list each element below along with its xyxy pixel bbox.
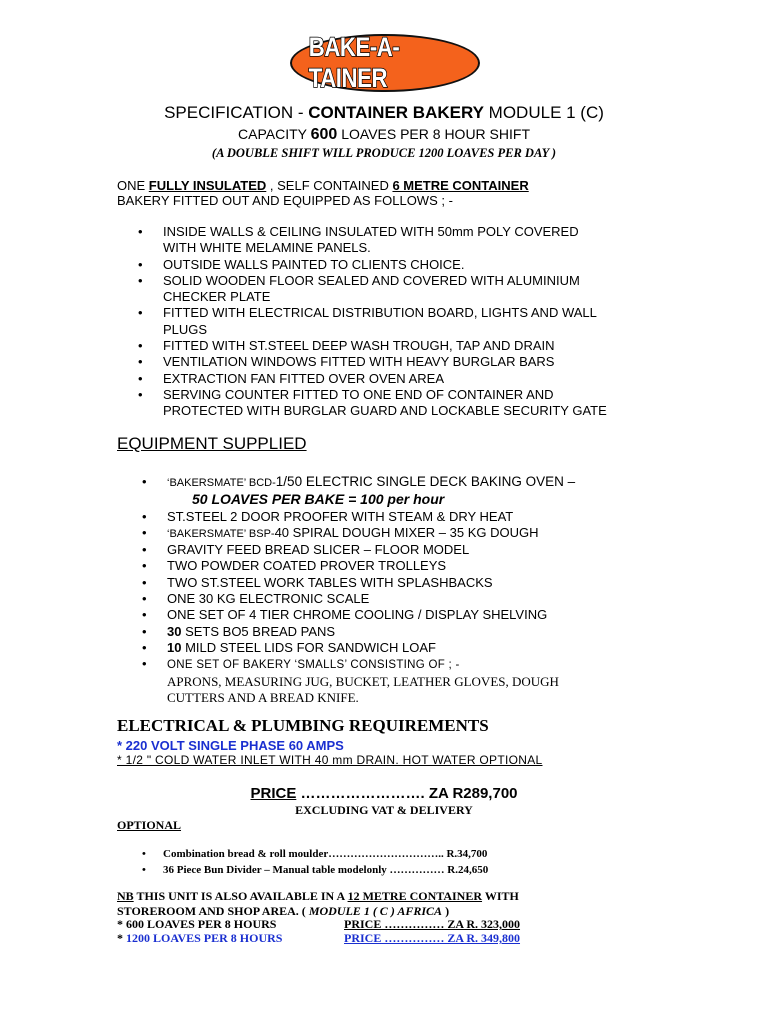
list-item: • ‘BAKERSMATE’ BCD-1/50 ELECTRIC SINGLE DECK BAKING OVEN –	[142, 474, 576, 489]
list-item: • 36 Piece Bun Divider – Manual table modelonly …………… R.24,650	[142, 864, 489, 876]
list-item: PROTECTED WITH BURGLAR GUARD AND LOCKABLE SECURITY GATE	[163, 403, 607, 419]
list-item: • TWO POWDER COATED PROVER TROLLEYS	[142, 558, 447, 574]
list-item: • 10 MILD STEEL LIDS FOR SANDWICH LOAF	[142, 639, 436, 655]
price-line: PRICE ……………………. ZA R289,700	[250, 785, 518, 802]
optional-heading: OPTIONAL	[117, 818, 182, 832]
nb-row-1200-loaves: * 1200 LOAVES PER 8 HOURS	[117, 931, 283, 945]
nb-row-600-price: PRICE …………… ZA R. 323,000	[344, 917, 521, 931]
optional-list	[142, 846, 489, 878]
water-requirement: * 1/2 " COLD WATER INLET WITH 40 mm DRAIN. HOT WATER OPTIONAL	[117, 753, 543, 767]
list-item: • TWO ST.STEEL WORK TABLES WITH SPLASHBACKS	[142, 574, 493, 590]
volt-requirement: * 220 VOLT SINGLE PHASE 60 AMPS	[117, 738, 344, 753]
intro-line-2: BAKERY FITTED OUT AND EQUIPPED AS FOLLOWS ; -	[117, 193, 453, 208]
list-item: WITH WHITE MELAMINE PANELS.	[163, 240, 371, 256]
list-item: • SERVING COUNTER FITTED TO ONE END OF CONTAINER AND	[138, 386, 554, 402]
features-list	[138, 224, 607, 420]
equipment-list	[142, 474, 576, 706]
nb-line-2: STOREROOM AND SHOP AREA. ( MODULE 1 ( C ) AFRICA )	[117, 904, 450, 918]
list-item: PLUGS	[163, 321, 208, 337]
bake-a-tainer-logo	[290, 34, 480, 92]
list-item: 50 LOAVES PER BAKE = 100 per hour	[192, 491, 445, 508]
list-item: • 30 SETS BO5 BREAD PANS	[142, 623, 336, 639]
capacity-line: CAPACITY 600 LOAVES PER 8 HOUR SHIFT	[238, 126, 530, 143]
list-item: • GRAVITY FEED BREAD SLICER – FLOOR MODEL	[142, 542, 470, 558]
spec-title: SPECIFICATION - CONTAINER BAKERY MODULE 1 (C)	[164, 103, 604, 122]
logo-text: BAKE-A-TAINER	[308, 32, 400, 93]
list-item: CHECKER PLATE	[163, 289, 271, 305]
list-item: • Combination bread & roll moulder………………………….. R.34,700	[142, 848, 488, 860]
list-item: • FITTED WITH ELECTRICAL DISTRIBUTION BOARD, LIGHTS AND WALL	[138, 305, 597, 321]
list-item: APRONS, MEASURING JUG, BUCKET, LEATHER GLOVES, DOUGH	[167, 673, 559, 689]
list-item: CUTTERS AND A BREAD KNIFE.	[167, 689, 359, 705]
list-item: • ONE SET OF 4 TIER CHROME COOLING / DISPLAY SHELVING	[142, 607, 548, 623]
equipment-heading: EQUIPMENT SUPPLIED	[117, 434, 307, 453]
list-item: • ST.STEEL 2 DOOR PROOFER WITH STEAM & DRY HEAT	[142, 508, 514, 524]
intro-line-1: ONE FULLY INSULATED , SELF CONTAINED 6 METRE CONTAINER	[117, 178, 529, 193]
nb-row-1200-price: PRICE …………… ZA R. 349,800	[344, 931, 521, 945]
list-item: • FITTED WITH ST.STEEL DEEP WASH TROUGH, TAP AND DRAIN	[138, 338, 555, 354]
electrical-heading: ELECTRICAL & PLUMBING REQUIREMENTS	[117, 716, 489, 735]
nb-line-1: NB THIS UNIT IS ALSO AVAILABLE IN A 12 METRE CONTAINER WITH	[117, 889, 519, 903]
list-item: • VENTILATION WINDOWS FITTED WITH HEAVY BURGLAR BARS	[138, 354, 555, 370]
list-item: • ONE SET OF BAKERY ‘SMALLS’ CONSISTING OF ; -	[142, 656, 460, 672]
list-item: • SOLID WOODEN FLOOR SEALED AND COVERED WITH ALUMINIUM	[138, 272, 580, 288]
list-item: • EXTRACTION FAN FITTED OVER OVEN AREA	[138, 370, 444, 386]
list-item: • OUTSIDE WALLS PAINTED TO CLIENTS CHOICE.	[138, 256, 465, 272]
list-item: • INSIDE WALLS & CEILING INSULATED WITH 50mm POLY COVERED	[138, 224, 579, 239]
price-excluding: EXCLUDING VAT & DELIVERY	[295, 803, 473, 817]
list-item: • ‘BAKERSMATE’ BSP-40 SPIRAL DOUGH MIXER – 35 KG DOUGH	[142, 524, 539, 540]
nb-row-600-loaves: * 600 LOAVES PER 8 HOURS	[117, 917, 277, 931]
double-shift-note: (A DOUBLE SHIFT WILL PRODUCE 1200 LOAVES PER DAY )	[211, 146, 557, 160]
list-item: • ONE 30 KG ELECTRONIC SCALE	[142, 591, 370, 607]
